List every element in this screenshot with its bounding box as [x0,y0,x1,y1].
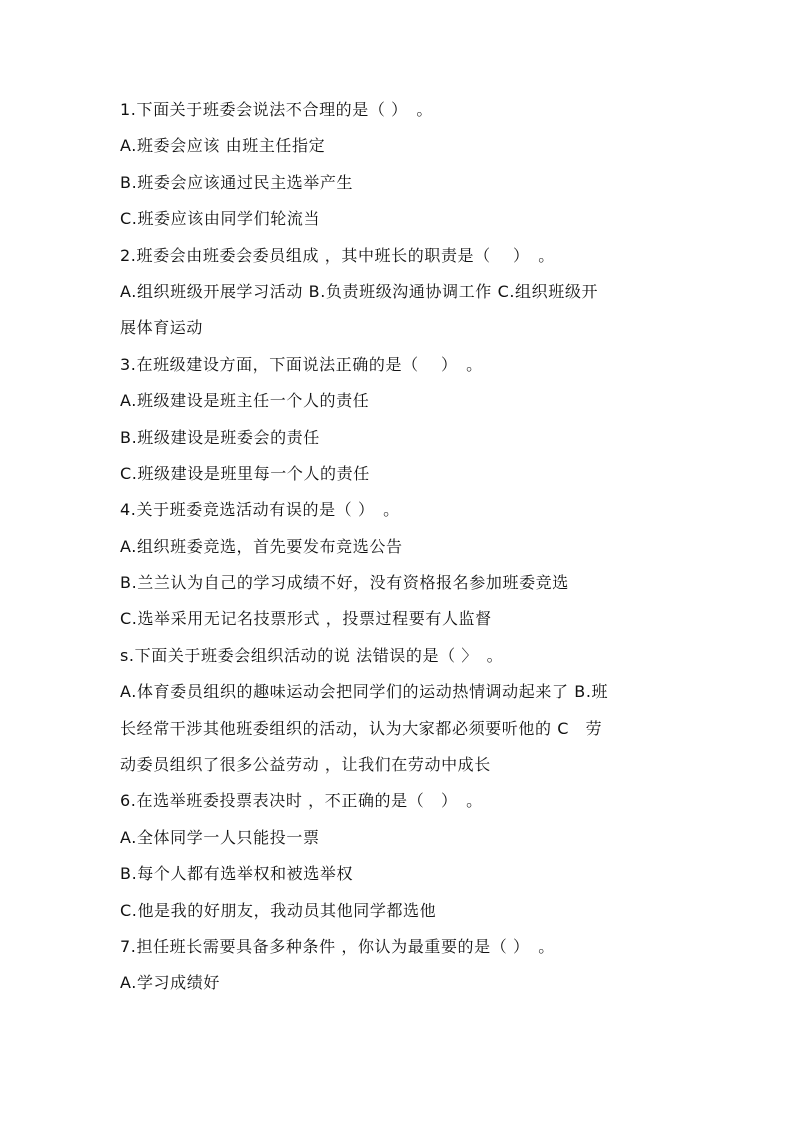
question-4-option-c: C.选举采用无记名技票形式 ，投票过程要有人监督 [120,609,492,629]
question-4-option-a: A.组织班委竞选，首先要发布竞选公告 [120,536,403,556]
question-6-stem: 6.在选举班委投票表决时 ，不正确的是（ ） 。 [120,791,483,811]
question-5-options-line-2: 长经常干涉其他班委组织的活动，认为大家都必须要听他的 C 劳 [120,718,603,738]
question-2-options-line-1: A.组织班级开展学习活动 B.负责班级沟通协调工作 C.组织班级开 [120,281,599,301]
question-5-options-line-1: A.体育委员组织的趣味运动会把同学们的运动热情调动起来了 B.班 [120,682,609,702]
question-list [120,92,700,1002]
question-4-stem: 4.关于班委竞选活动有误的是（ ） 。 [120,500,400,520]
question-1-option-b: B.班委会应该通过民主选举产生 [120,172,354,192]
question-6-option-c: C.他是我的好朋友，我动员其他同学都选他 [120,900,437,920]
question-3-option-c: C.班级建设是班里每一个人的责任 [120,463,370,483]
question-1-option-c: C.班委应该由同学们轮流当 [120,209,321,229]
question-4-option-b: B.兰兰认为自己的学习成绩不好，没有资格报名参加班委竞选 [120,573,569,593]
question-5-options-line-3: 动委员组织了很多公益劳动 ，让我们在劳动中成长 [120,755,491,775]
question-1-option-a: A.班委会应该 由班主任指定 [120,136,326,156]
question-6-option-a: A.全体同学一人只能投一票 [120,827,320,847]
question-7-stem: 7.担任班长需要具备多种条件 ，你认为最重要的是（ ） 。 [120,936,555,956]
question-3-stem: 3.在班级建设方面，下面说法正确的是（ ） 。 [120,354,483,374]
question-6-option-b: B.每个人都有选举权和被选举权 [120,864,354,884]
question-2-stem: 2.班委会由班委会委员组成 ，其中班长的职责是（ ） 。 [120,245,555,265]
question-1-stem: 1.下面关于班委会说法不合理的是（ ） 。 [120,100,433,119]
question-3-option-b: B.班级建设是班委会的责任 [120,427,320,447]
question-2-options-line-2: 展体育运动 [120,318,204,338]
question-5-stem: s.下面关于班委会组织活动的说 法错误的是（ 〉 。 [120,645,504,665]
question-7-option-a: A.学习成绩好 [120,973,220,993]
question-3-option-a: A.班级建设是班主任一个人的责任 [120,391,370,411]
